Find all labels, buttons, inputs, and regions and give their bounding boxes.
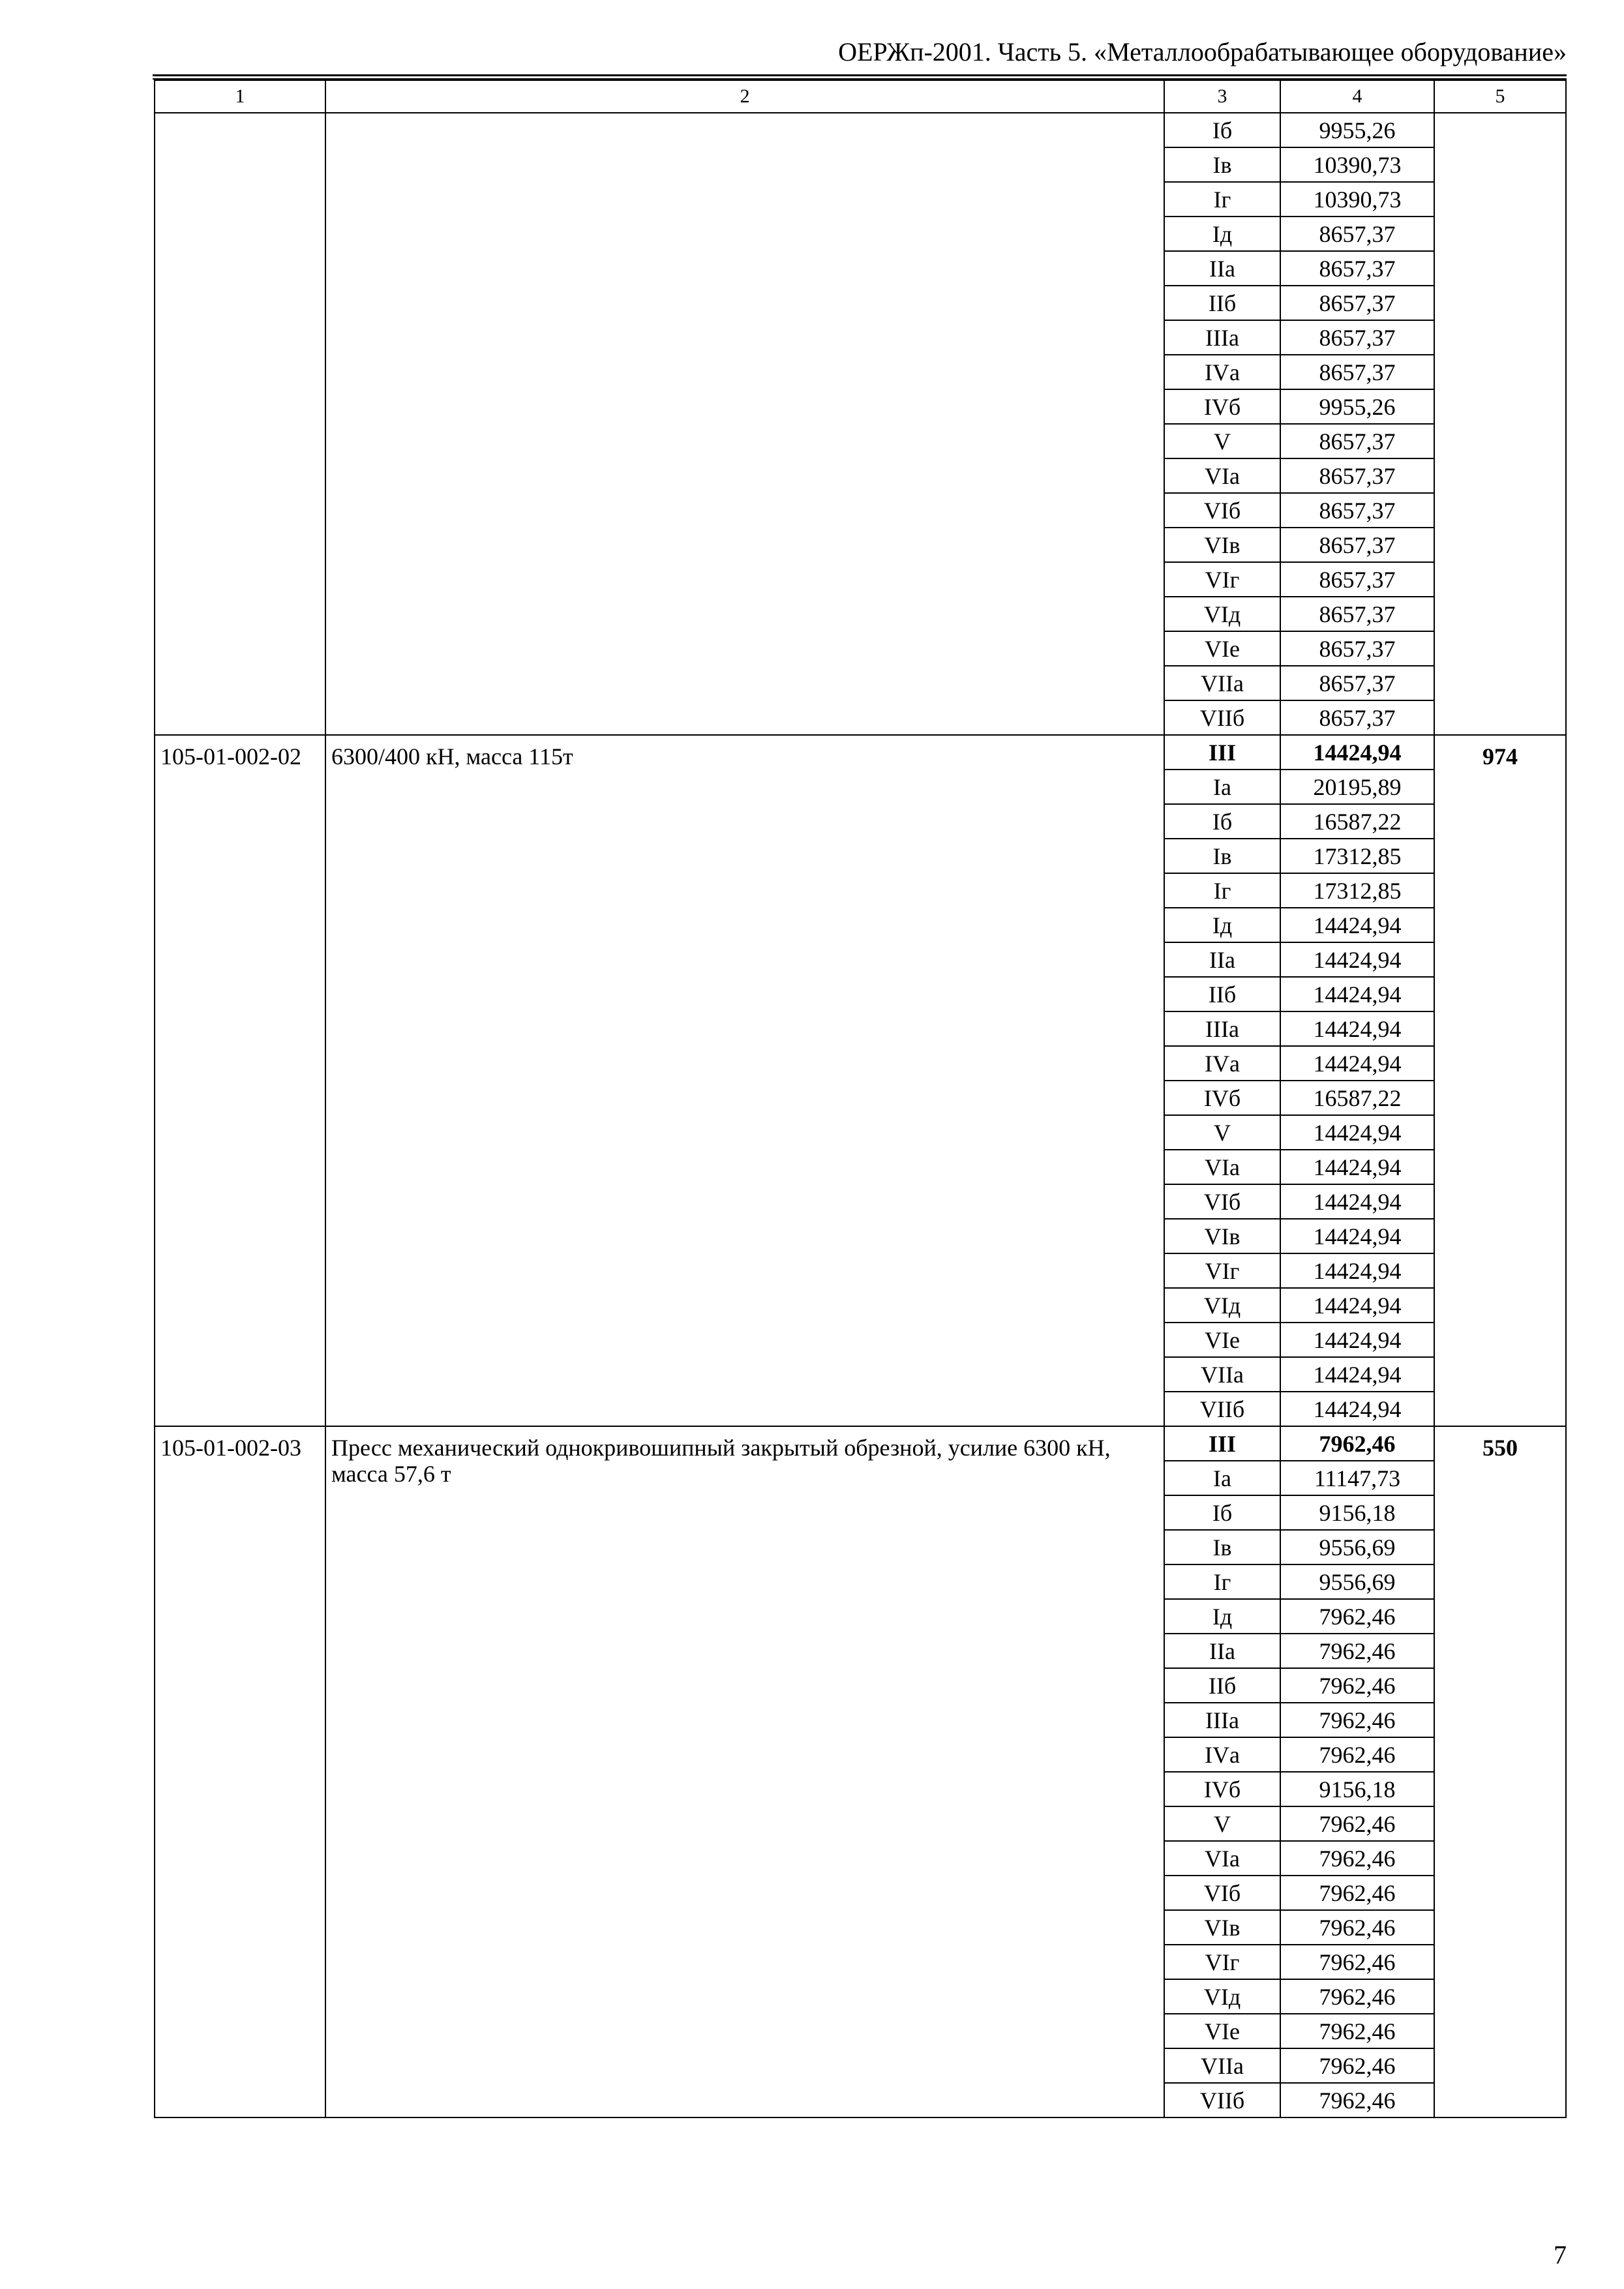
- price-cell: 10390,73: [1280, 182, 1434, 217]
- price-cell: 16587,22: [1280, 1081, 1434, 1115]
- zone-cell: VIб: [1164, 1876, 1280, 1910]
- price-table-body: [155, 80, 1566, 2117]
- item-description: Пресс механический однокривошипный закрытый обрезной, усилие 6300 кН, масса 57,6 т: [325, 1426, 1164, 2117]
- zone-cell: IVб: [1164, 1772, 1280, 1806]
- price-cell: 7962,46: [1280, 1945, 1434, 1979]
- zone-cell: VIв: [1164, 528, 1280, 562]
- zone-cell: V: [1164, 1806, 1280, 1841]
- price-cell: 8657,37: [1280, 528, 1434, 562]
- zone-cell: VIе: [1164, 631, 1280, 666]
- page-number: 7: [1554, 2240, 1567, 2269]
- zone-cell: VIб: [1164, 493, 1280, 528]
- price-cell: 14424,94: [1280, 1011, 1434, 1046]
- price-cell: 7962,46: [1280, 1806, 1434, 1841]
- price-cell: 8657,37: [1280, 424, 1434, 458]
- zone-cell: IVб: [1164, 389, 1280, 424]
- zone-cell: VIг: [1164, 562, 1280, 597]
- price-cell: 14424,94: [1280, 977, 1434, 1011]
- zone-cell: VIд: [1164, 1288, 1280, 1323]
- zone-cell: Iв: [1164, 147, 1280, 182]
- zone-cell: IIIа: [1164, 1011, 1280, 1046]
- zone-cell: IIа: [1164, 251, 1280, 286]
- zone-cell: VIв: [1164, 1910, 1280, 1945]
- price-cell: 14424,94: [1280, 1392, 1434, 1426]
- zone-cell: VIд: [1164, 1979, 1280, 2014]
- item-description: [325, 113, 1164, 735]
- zone-cell: IIIа: [1164, 320, 1280, 355]
- zone-cell: IVа: [1164, 355, 1280, 389]
- price-cell: 14424,94: [1280, 1357, 1434, 1392]
- item-code: 105-01-002-02: [155, 735, 325, 1426]
- price-cell: 8657,37: [1280, 355, 1434, 389]
- price-cell: 14424,94: [1280, 942, 1434, 977]
- price-cell: 14424,94: [1280, 1323, 1434, 1357]
- price-cell: 9556,69: [1280, 1564, 1434, 1599]
- price-cell: 7962,46: [1280, 1599, 1434, 1634]
- column-header-4: 4: [1280, 80, 1434, 113]
- price-cell: 8657,37: [1280, 562, 1434, 597]
- price-cell: 7962,46: [1280, 1426, 1434, 1461]
- zone-cell: VIа: [1164, 1841, 1280, 1876]
- zone-cell: Iв: [1164, 839, 1280, 873]
- zone-cell: Iд: [1164, 1599, 1280, 1634]
- price-cell: 8657,37: [1280, 631, 1434, 666]
- zone-cell: Iг: [1164, 182, 1280, 217]
- zone-cell: IIб: [1164, 286, 1280, 320]
- zone-cell: VIIб: [1164, 2083, 1280, 2117]
- price-cell: 14424,94: [1280, 1219, 1434, 1253]
- price-cell: 17312,85: [1280, 839, 1434, 873]
- column-number-row: [155, 80, 1566, 113]
- price-cell: 9955,26: [1280, 113, 1434, 147]
- price-cell: 8657,37: [1280, 700, 1434, 735]
- price-cell: 8657,37: [1280, 217, 1434, 251]
- price-cell: 7962,46: [1280, 1737, 1434, 1772]
- price-cell: 7962,46: [1280, 1876, 1434, 1910]
- zone-cell: VIIа: [1164, 1357, 1280, 1392]
- price-cell: 14424,94: [1280, 735, 1434, 770]
- zone-cell: Iд: [1164, 908, 1280, 942]
- zone-cell: V: [1164, 1115, 1280, 1150]
- price-cell: 14424,94: [1280, 1253, 1434, 1288]
- price-cell: 7962,46: [1280, 1979, 1434, 2014]
- column-header-1: 1: [155, 80, 325, 113]
- price-cell: 8657,37: [1280, 666, 1434, 700]
- price-cell: 8657,37: [1280, 493, 1434, 528]
- price-cell: 9556,69: [1280, 1530, 1434, 1564]
- item-total: 974: [1434, 735, 1566, 1426]
- table-row: [155, 735, 1566, 770]
- price-cell: 9156,18: [1280, 1495, 1434, 1530]
- zone-cell: VIв: [1164, 1219, 1280, 1253]
- price-cell: 7962,46: [1280, 1841, 1434, 1876]
- price-cell: 9156,18: [1280, 1772, 1434, 1806]
- price-cell: 8657,37: [1280, 251, 1434, 286]
- price-cell: 14424,94: [1280, 1288, 1434, 1323]
- price-cell: 14424,94: [1280, 908, 1434, 942]
- zone-cell: Iб: [1164, 804, 1280, 839]
- zone-cell: VIа: [1164, 458, 1280, 493]
- price-cell: 10390,73: [1280, 147, 1434, 182]
- zone-cell: IIб: [1164, 1668, 1280, 1703]
- zone-cell: VIе: [1164, 2014, 1280, 2048]
- price-cell: 14424,94: [1280, 1184, 1434, 1219]
- zone-cell: Iг: [1164, 873, 1280, 908]
- column-header-5: 5: [1434, 80, 1566, 113]
- zone-cell: Iб: [1164, 113, 1280, 147]
- item-description: 6300/400 кН, масса 115т: [325, 735, 1164, 1426]
- zone-cell: Iд: [1164, 217, 1280, 251]
- zone-cell: Iа: [1164, 770, 1280, 804]
- price-cell: 7962,46: [1280, 1634, 1434, 1668]
- price-cell: 11147,73: [1280, 1461, 1434, 1495]
- zone-cell: IIIа: [1164, 1703, 1280, 1737]
- price-cell: 14424,94: [1280, 1115, 1434, 1150]
- zone-cell: Iв: [1164, 1530, 1280, 1564]
- zone-cell: VIа: [1164, 1150, 1280, 1184]
- price-cell: 7962,46: [1280, 1910, 1434, 1945]
- zone-cell: VIIа: [1164, 2048, 1280, 2083]
- zone-cell: VIг: [1164, 1945, 1280, 1979]
- document-header-title: ОЕРЖп-2001. Часть 5. «Металлообрабатывающее оборудование»: [838, 37, 1567, 67]
- table-row: [155, 113, 1566, 147]
- zone-cell: VIг: [1164, 1253, 1280, 1288]
- price-cell: 8657,37: [1280, 458, 1434, 493]
- zone-cell: IVа: [1164, 1046, 1280, 1081]
- price-cell: 14424,94: [1280, 1046, 1434, 1081]
- price-cell: 7962,46: [1280, 2014, 1434, 2048]
- item-code: [155, 113, 325, 735]
- zone-cell: IIа: [1164, 942, 1280, 977]
- price-cell: 7962,46: [1280, 2048, 1434, 2083]
- price-cell: 17312,85: [1280, 873, 1434, 908]
- zone-cell: Iа: [1164, 1461, 1280, 1495]
- price-cell: 8657,37: [1280, 597, 1434, 631]
- price-cell: 20195,89: [1280, 770, 1434, 804]
- table-row: [155, 1426, 1566, 1461]
- price-cell: 9955,26: [1280, 389, 1434, 424]
- column-header-3: 3: [1164, 80, 1280, 113]
- zone-cell: III: [1164, 735, 1280, 770]
- zone-cell: IVа: [1164, 1737, 1280, 1772]
- item-code: 105-01-002-03: [155, 1426, 325, 2117]
- zone-cell: IIб: [1164, 977, 1280, 1011]
- zone-cell: III: [1164, 1426, 1280, 1461]
- zone-cell: VIе: [1164, 1323, 1280, 1357]
- zone-cell: VIIа: [1164, 666, 1280, 700]
- price-cell: 16587,22: [1280, 804, 1434, 839]
- price-cell: 7962,46: [1280, 2083, 1434, 2117]
- zone-cell: VIIб: [1164, 700, 1280, 735]
- zone-cell: VIд: [1164, 597, 1280, 631]
- header-rule: [153, 74, 1567, 76]
- price-cell: 7962,46: [1280, 1703, 1434, 1737]
- price-cell: 7962,46: [1280, 1668, 1434, 1703]
- price-cell: 8657,37: [1280, 286, 1434, 320]
- price-cell: 8657,37: [1280, 320, 1434, 355]
- column-header-2: 2: [325, 80, 1164, 113]
- item-total: 550: [1434, 1426, 1566, 2117]
- zone-cell: Iб: [1164, 1495, 1280, 1530]
- zone-cell: VIб: [1164, 1184, 1280, 1219]
- zone-cell: IVб: [1164, 1081, 1280, 1115]
- zone-cell: IIа: [1164, 1634, 1280, 1668]
- item-total: [1434, 113, 1566, 735]
- zone-cell: Iг: [1164, 1564, 1280, 1599]
- zone-cell: V: [1164, 424, 1280, 458]
- price-cell: 14424,94: [1280, 1150, 1434, 1184]
- price-table: [154, 80, 1567, 2118]
- zone-cell: VIIб: [1164, 1392, 1280, 1426]
